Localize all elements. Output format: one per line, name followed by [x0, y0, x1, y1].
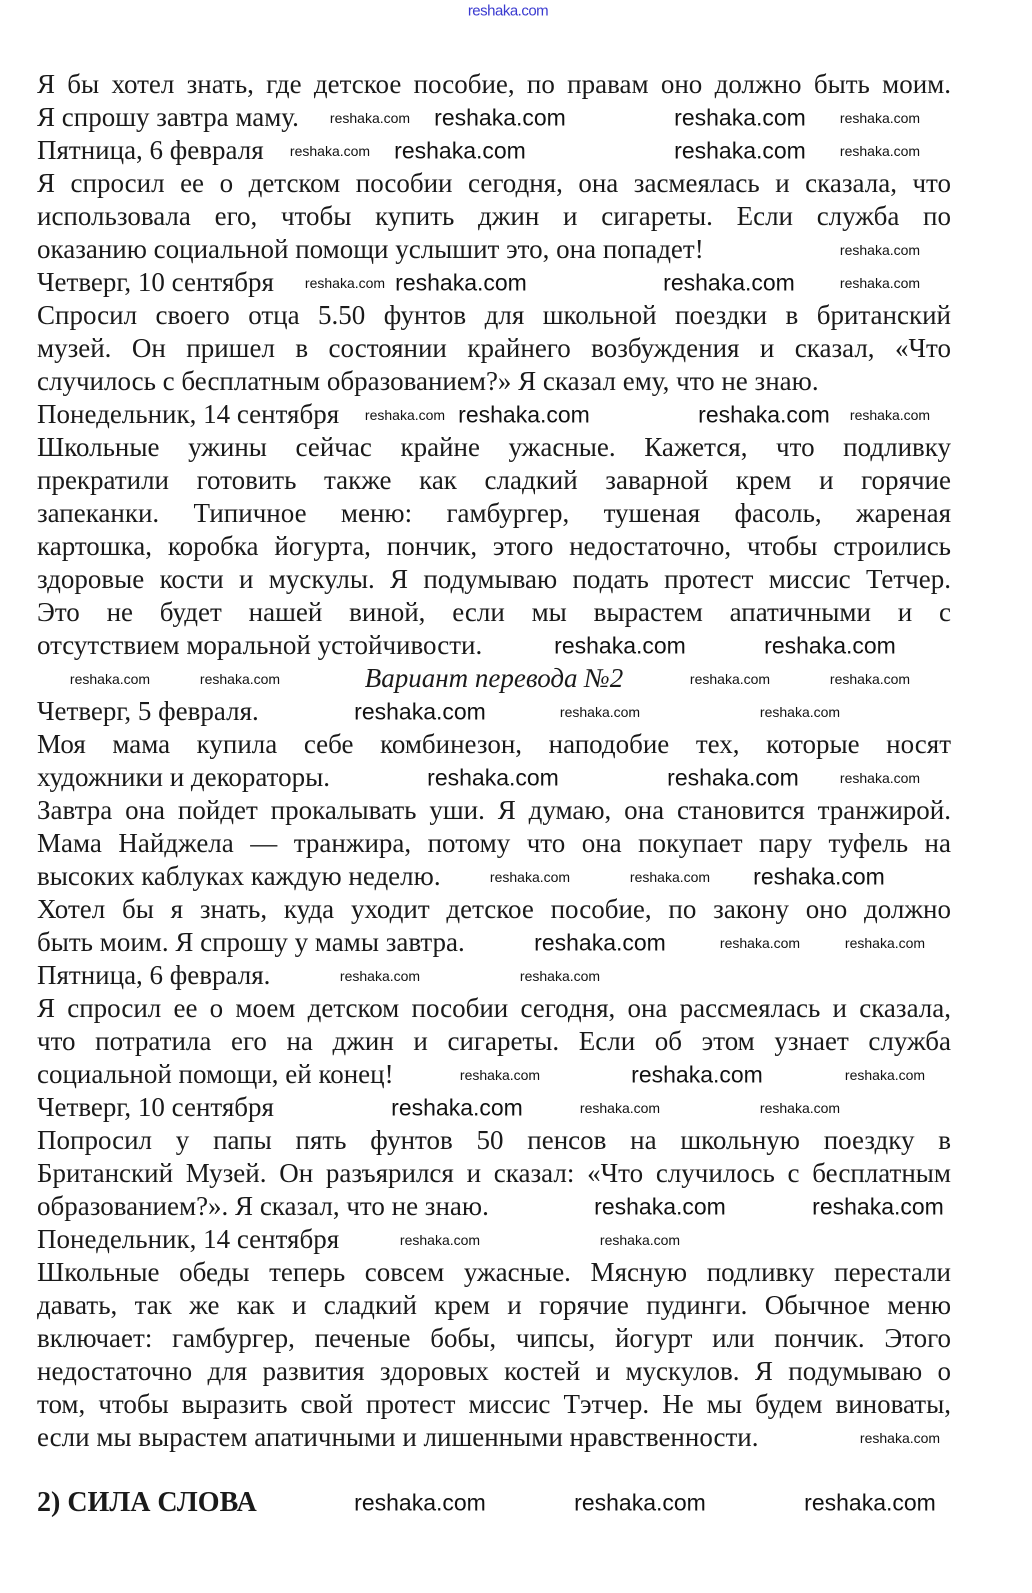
watermark: reshaka.com — [804, 1489, 936, 1516]
watermark: reshaka.com — [839, 242, 921, 258]
watermark: reshaka.com — [489, 869, 571, 885]
watermark: reshaka.com — [394, 137, 526, 164]
watermark: reshaka.com — [559, 704, 641, 720]
watermark: reshaka.com — [674, 104, 806, 131]
watermark: reshaka.com — [459, 1067, 541, 1083]
watermark: reshaka.com — [631, 1061, 763, 1088]
watermark: reshaka.com — [289, 143, 371, 159]
watermark: reshaka.com — [434, 104, 566, 131]
text-line: если мы вырастем апатичными и лишенными нравственности. — [37, 1422, 759, 1452]
watermark: reshaka.com — [519, 968, 601, 984]
text-line: музей. Он пришел в состоянии крайнего возбуждения и сказал, «Что — [37, 333, 951, 363]
text-line: Британский Музей. Он разъярился и сказал: «Что случилось с бесплатным — [37, 1158, 951, 1188]
watermark: reshaka.com — [753, 863, 885, 890]
watermark: reshaka.com — [629, 869, 711, 885]
text-line: художники и декораторы. — [37, 762, 330, 792]
watermark: reshaka.com — [458, 401, 590, 428]
watermark: reshaka.com — [534, 929, 666, 956]
text-line: Я спросил ее о моем детском пособии сегодня, она рассмеялась и сказала, — [37, 993, 951, 1023]
watermark: reshaka.com — [329, 110, 411, 126]
text-line: Хотел бы я знать, куда уходит детское пособие, по закону оно должно — [37, 894, 951, 924]
date-heading: Четверг, 5 февраля. — [37, 696, 259, 726]
watermark: reshaka.com — [839, 110, 921, 126]
text-line: случилось с бесплатным образованием?» Я сказал ему, что не знаю. — [37, 366, 819, 396]
watermark: reshaka.com — [759, 704, 841, 720]
text-line: оказанию социальной помощи услышит это, она попадет! — [37, 234, 704, 264]
watermark: reshaka.com — [554, 632, 686, 659]
text-line: том, чтобы выразить свой протест миссис Тэтчер. Не мы будем виноваты, — [37, 1389, 951, 1419]
text-line: Попросил у папы пять фунтов 50 пенсов на школьную поездку в — [37, 1125, 951, 1155]
watermark: reshaka.com — [689, 671, 771, 687]
text-line: Это не будет нашей виной, если мы вырастем апатичными и с — [37, 597, 951, 627]
watermark: reshaka.com — [395, 269, 527, 296]
text-line: Школьные ужины сейчас крайне ужасные. Кажется, что подливку — [37, 432, 951, 462]
text-line: быть моим. Я спрошу у мамы завтра. — [37, 927, 465, 957]
variant-title: Вариант перевода №2 — [364, 663, 624, 693]
watermark: reshaka.com — [667, 764, 799, 791]
date-heading: Понедельник, 14 сентября — [37, 399, 340, 429]
watermark: reshaka.com — [859, 1430, 941, 1446]
date-heading: Пятница, 6 февраля — [37, 135, 264, 165]
watermark: reshaka.com — [339, 968, 421, 984]
text-line: прекратили готовить также как сладкий заварной крем и горячие — [37, 465, 951, 495]
text-line: Я спрошу завтра маму. — [37, 102, 299, 132]
watermark: reshaka.com — [594, 1193, 726, 1220]
watermark: reshaka.com — [364, 407, 446, 423]
watermark: reshaka.com — [574, 1489, 706, 1516]
watermark: reshaka.com — [663, 269, 795, 296]
watermark: reshaka.com — [764, 632, 896, 659]
text-line: высоких каблуках каждую неделю. — [37, 861, 441, 891]
date-heading: Четверг, 10 сентября — [37, 267, 274, 297]
text-line: картошка, коробка йогурта, пончик, этого недостаточно, чтобы строились — [37, 531, 951, 561]
text-line: включает: гамбургер, печеные бобы, чипсы, йогурт или пончик. Этого — [37, 1323, 951, 1353]
text-line: Я бы хотел знать, где детское пособие, по правам оно должно быть моим. — [37, 69, 951, 99]
date-heading: Пятница, 6 февраля. — [37, 960, 271, 990]
watermark: reshaka.com — [391, 1094, 523, 1121]
text-line: Спросил своего отца 5.50 фунтов для школьной поездки в британский — [37, 300, 951, 330]
watermark: reshaka.com — [839, 275, 921, 291]
text-line: использовала его, чтобы купить джин и сигареты. Если служба по — [37, 201, 951, 231]
watermark: reshaka.com — [812, 1193, 944, 1220]
section-heading: 2) СИЛА СЛОВА — [37, 1487, 257, 1518]
text-line: запеканки. Типичное меню: гамбургер, тушеная фасоль, жареная — [37, 498, 951, 528]
text-line: Завтра она пойдет прокалывать уши. Я думаю, она становится транжирой. — [37, 795, 951, 825]
watermark: reshaka.com — [199, 671, 281, 687]
date-heading: Понедельник, 14 сентября — [37, 1224, 340, 1254]
watermark: reshaka.com — [829, 671, 911, 687]
text-line: образованием?». Я сказал, что не знаю. — [37, 1191, 489, 1221]
watermark: reshaka.com — [354, 698, 486, 725]
text-line: давать, так же как и сладкий крем и горячие пудинги. Обычное меню — [37, 1290, 951, 1320]
watermark: reshaka.com — [759, 1100, 841, 1116]
text-line: недостаточно для развития здоровых костей и мускулов. Я подумываю о — [37, 1356, 951, 1386]
text-line: Я спросил ее о детском пособии сегодня, она засмеялась и сказала, что — [37, 168, 951, 198]
text-line: отсутствием моральной устойчивости. — [37, 630, 483, 660]
text-line: социальной помощи, ей конец! — [37, 1059, 394, 1089]
text-line: Мама Найджела — транжира, потому что она покупает пару туфель на — [37, 828, 951, 858]
watermark: reshaka.com — [579, 1100, 661, 1116]
watermark: reshaka.com — [399, 1232, 481, 1248]
watermark: reshaka.com — [839, 143, 921, 159]
text-line: что потратила его на джин и сигареты. Если об этом узнает служба — [37, 1026, 951, 1056]
watermark: reshaka.com — [69, 671, 151, 687]
watermark: reshaka.com — [719, 935, 801, 951]
date-heading: Четверг, 10 сентября — [37, 1092, 274, 1122]
watermark: reshaka.com — [698, 401, 830, 428]
watermark: reshaka.com — [844, 1067, 926, 1083]
watermark: reshaka.com — [304, 275, 386, 291]
text-line: здоровые кости и мускулы. Я подумываю подать протест миссис Тетчер. — [37, 564, 951, 594]
text-line: Моя мама купила себе комбинезон, наподобие тех, которые носят — [37, 729, 951, 759]
watermark: reshaka.com — [844, 935, 926, 951]
header-watermark: reshaka.com — [467, 2, 549, 20]
watermark: reshaka.com — [354, 1489, 486, 1516]
watermark: reshaka.com — [849, 407, 931, 423]
watermark: reshaka.com — [674, 137, 806, 164]
text-line: Школьные обеды теперь совсем ужасные. Мясную подливку перестали — [37, 1257, 951, 1287]
watermark: reshaka.com — [839, 770, 921, 786]
watermark: reshaka.com — [599, 1232, 681, 1248]
watermark: reshaka.com — [427, 764, 559, 791]
